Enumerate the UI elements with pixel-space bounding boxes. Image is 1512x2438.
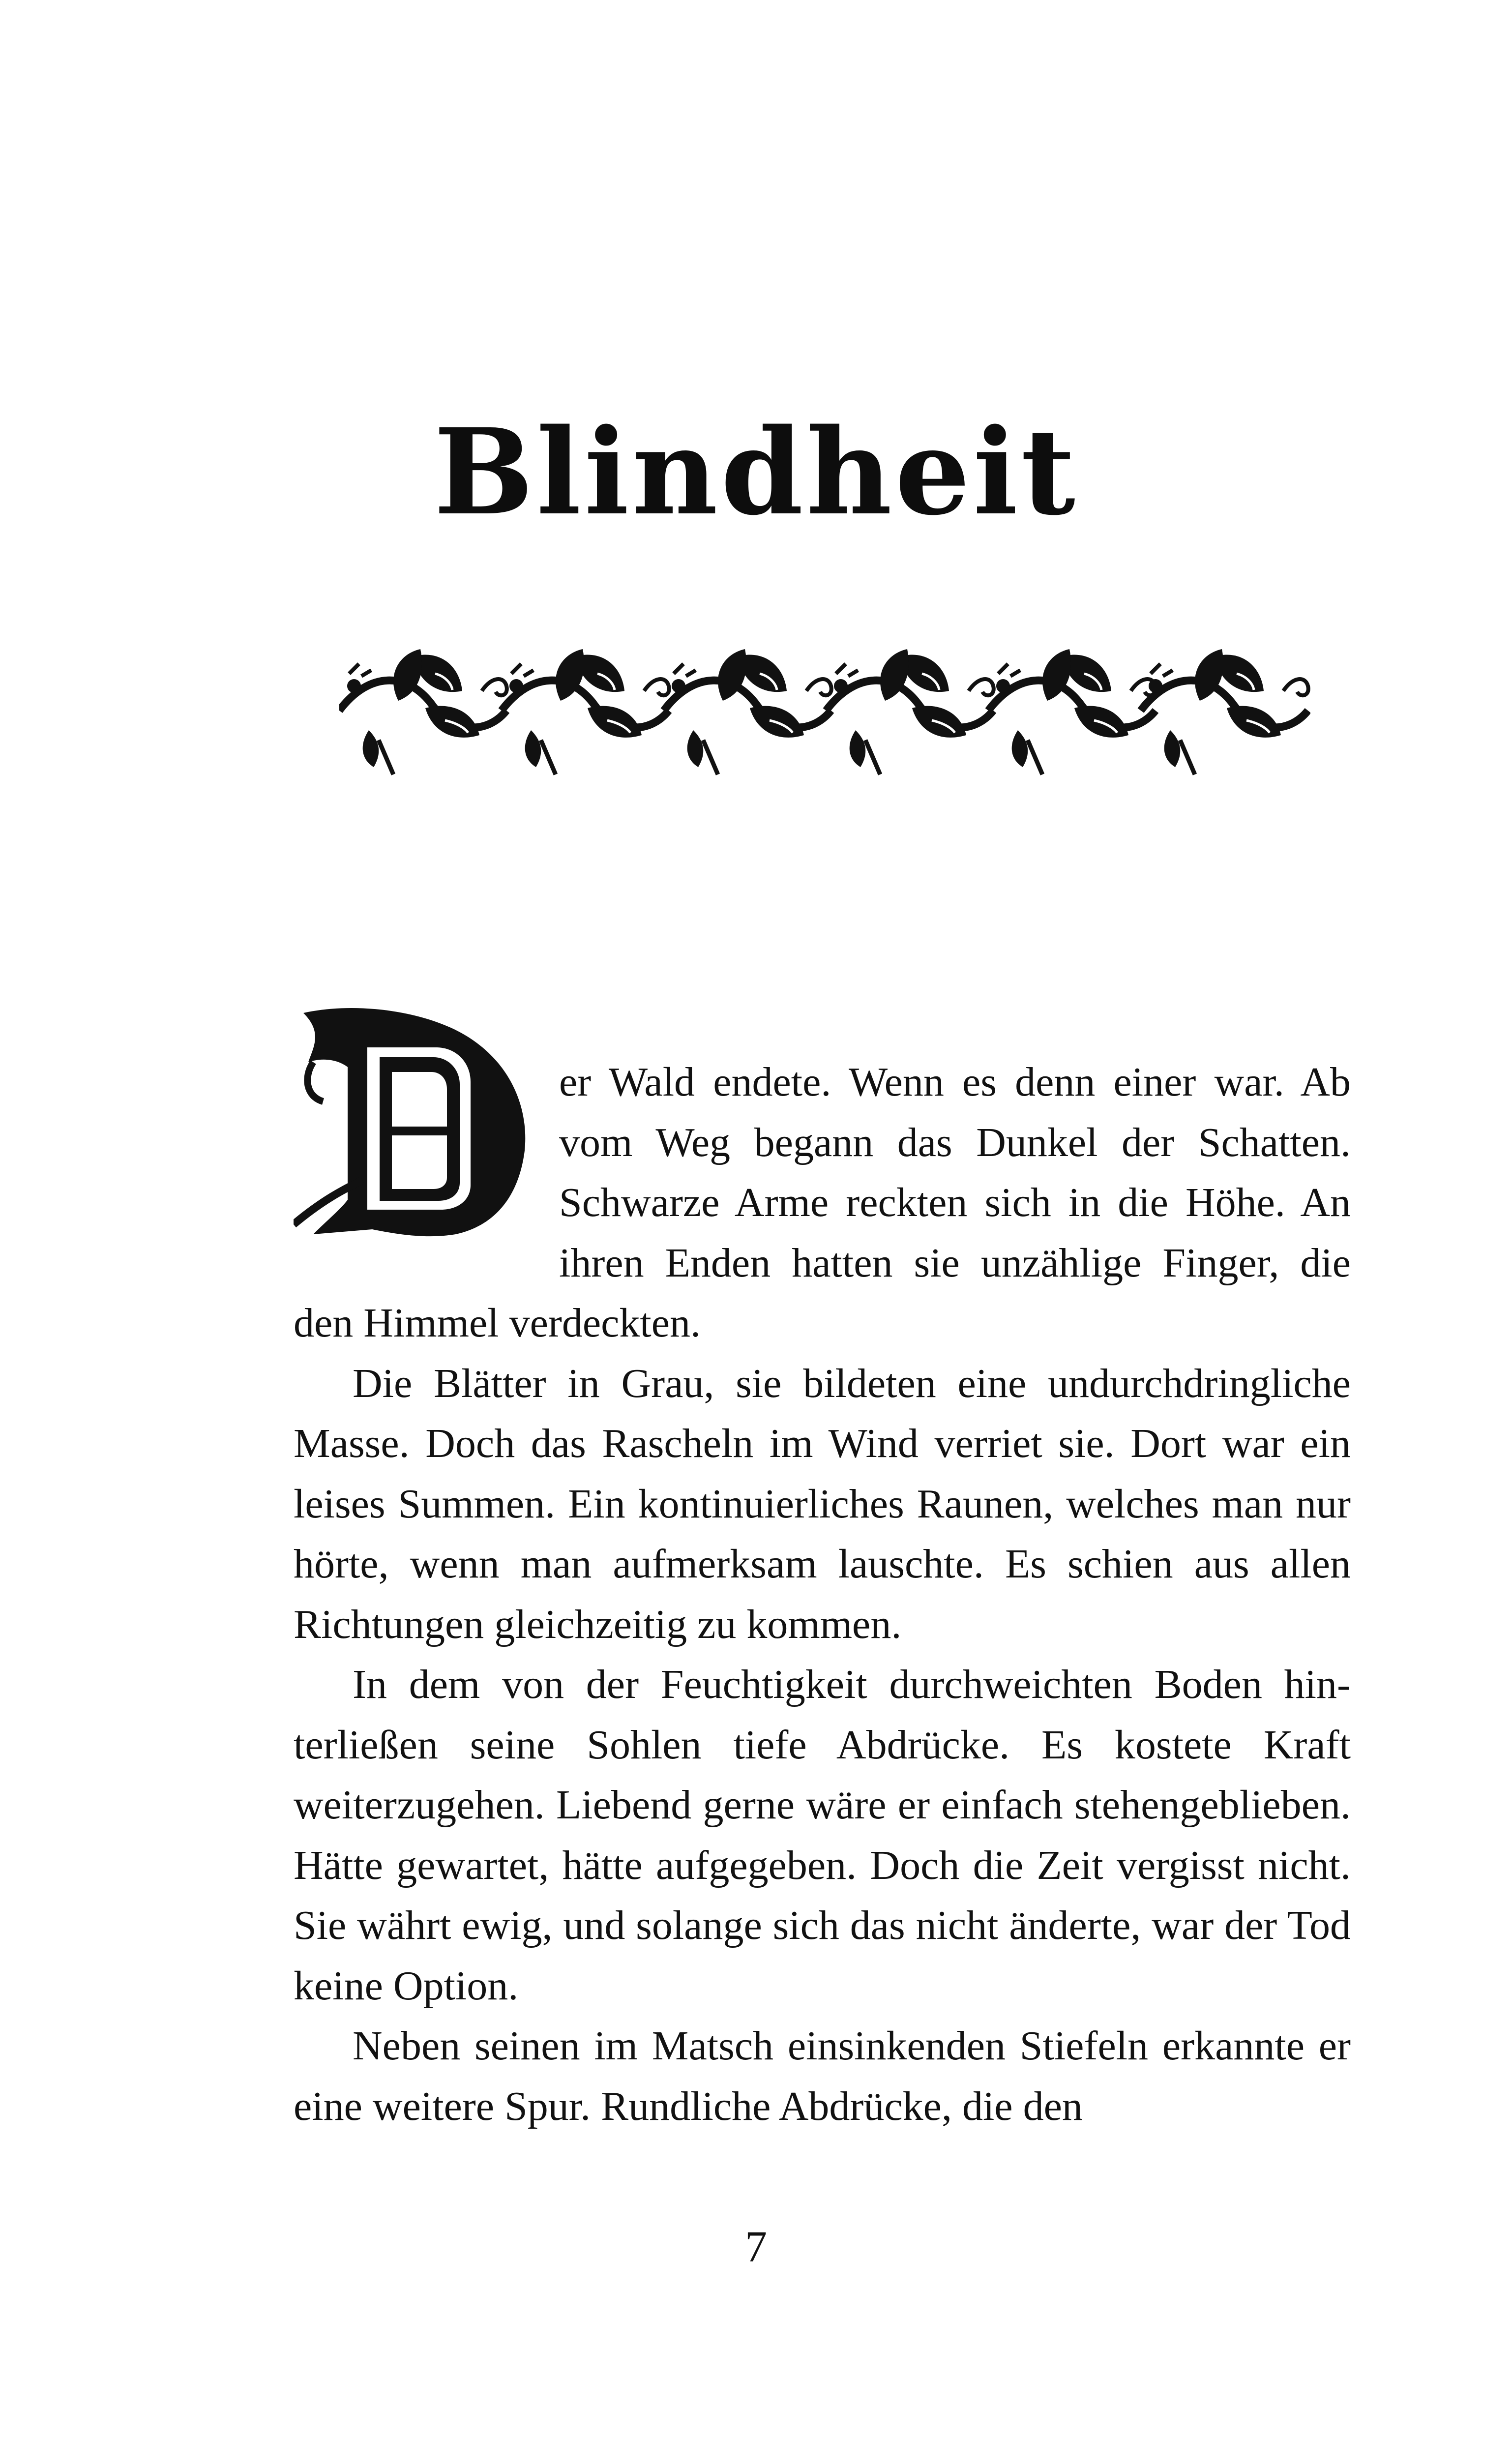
- blackletter-initial-d-icon: [294, 1003, 539, 1239]
- paragraph-2: Die Blätter in Grau, sie bildeten eine undurchdringliche Masse. Doch das Rascheln im Wind verriet sie. Dort war ein leises Summen. Ein kontinuierliches Raunen, welches man nur hörte, wenn man aufmerksam lauschte. Es schien aus allen Richtungen gleichzeitig zu kommen.: [294, 1360, 1351, 1647]
- paragraph-1: [294, 1052, 1351, 1354]
- floral-vine-ornament-icon: [339, 627, 1310, 789]
- paragraph-3: In dem von der Feuchtigkeit durchweichten Boden hinterließen seine Sohlen tiefe Abdrücke. Es kostete Kraft weiterzugehen. Liebend gerne wäre er einfach stehengeblieben. Hätte gewartet, hätte aufgegeben. Doch die Zeit vergisst nicht. Sie währt ewig, und solange sich das nicht änderte, war der Tod keine Option.: [294, 1662, 1351, 2009]
- chapter-body: [294, 1052, 1351, 2137]
- chapter-title: Blindheit: [434, 403, 1078, 541]
- paragraph-4: Neben seinen im Matsch einsinkenden Stiefeln erkannte er eine weitere Spur. Rundliche Abdrücke, die den: [294, 2023, 1351, 2129]
- page-number: 7: [745, 2223, 767, 2271]
- paragraph-text: er Wald endete. Wenn es denn einer war. Ab vom Weg begann das Dunkel der Schatten. Schwarze Arme reckten sich in die Höhe. An ihren Enden hatten sie unzählige Finger, die den Himmel verdeckten.: [294, 1059, 1351, 1346]
